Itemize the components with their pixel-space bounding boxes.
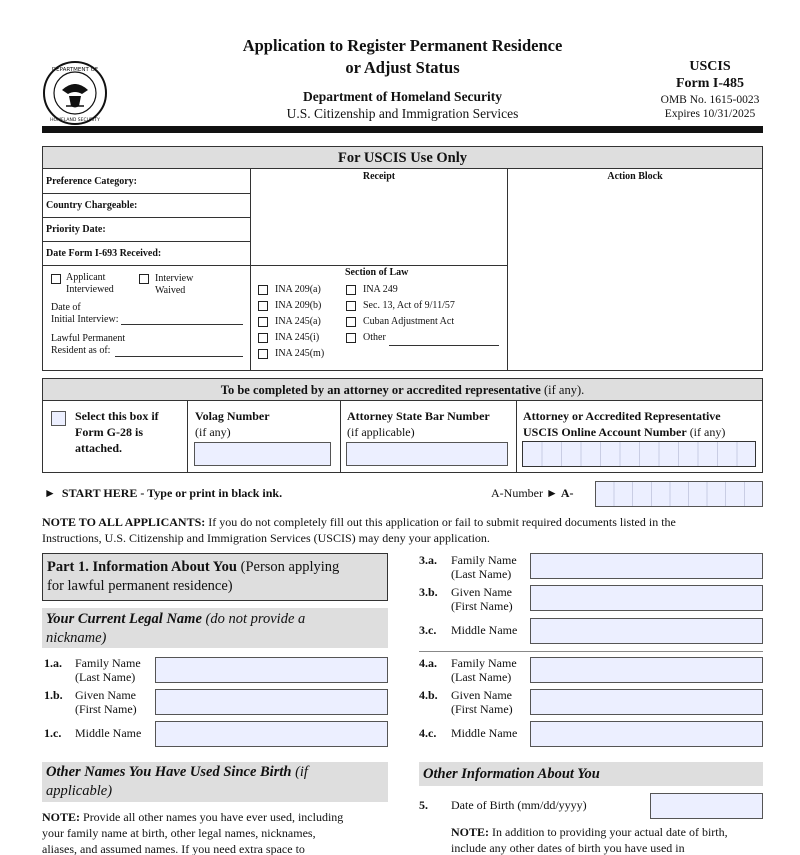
cuban-adjustment-checkbox[interactable]	[346, 317, 356, 327]
q1c-label: Middle Name	[75, 726, 142, 740]
other-law-checkbox[interactable]	[346, 333, 356, 343]
ina-209a-label: INA 209(a)	[275, 284, 321, 295]
date-initial-interview-label: Date of Initial Interview:	[51, 302, 119, 325]
other-given-name-input-1[interactable]	[530, 585, 763, 611]
dhs-seal	[42, 60, 108, 126]
uscis-label: USCIS	[689, 59, 731, 74]
action-block-label: Action Block	[607, 171, 663, 182]
other-family-name-input-2[interactable]	[530, 657, 763, 683]
other-given-name-input-2[interactable]	[530, 689, 763, 715]
date-of-birth-input[interactable]	[650, 793, 763, 819]
given-name-input[interactable]	[155, 689, 388, 715]
ina-245a-checkbox[interactable]	[258, 317, 268, 327]
ina-245a-label: INA 245(a)	[275, 316, 321, 327]
other-names-note: NOTE: Provide all other names you have ever used, including your family name at birth, other legal names, nicknames, aliases, and assumed names. If you need extra space to	[42, 810, 344, 855]
volag-label: Volag Number (if any)	[195, 409, 270, 439]
part1-header: Part 1. Information About You (Person applying for lawful permanent residence)	[42, 553, 388, 601]
sec-13-label: Sec. 13, Act of 9/11/57	[363, 300, 455, 311]
note-to-applicants: NOTE TO ALL APPLICANTS: If you do not completely fill out this application or fail to submit required documents listed in the Instructions, U.S. Citizenship and Immigration Services (USCIS) may deny your application.	[42, 515, 676, 545]
q4a-number: 4.a.	[419, 656, 437, 670]
sec-13-checkbox[interactable]	[346, 301, 356, 311]
q3a-label: Family Name (Last Name)	[451, 553, 517, 581]
q3a-number: 3.a.	[419, 553, 437, 567]
a-number-input[interactable]	[595, 481, 763, 507]
receipt-label: Receipt	[362, 171, 396, 182]
section-of-law-label: Section of Law	[345, 267, 409, 278]
applicant-interviewed-checkbox[interactable]	[51, 274, 61, 284]
other-law-label: Other	[363, 332, 386, 343]
q4a-label: Family Name (Last Name)	[451, 656, 517, 684]
ina-245m-checkbox[interactable]	[258, 349, 268, 359]
lpr-as-of-label: Lawful Permanent Resident as of:	[51, 333, 126, 356]
priority-date-label: Priority Date:	[46, 224, 106, 235]
ina-249-label: INA 249	[363, 284, 398, 295]
legal-name-header: Your Current Legal Name (do not provide a nickname)	[42, 608, 388, 648]
other-info-header: Other Information About You	[419, 762, 763, 786]
country-chargeable-label: Country Chargeable:	[46, 200, 138, 211]
q4b-number: 4.b.	[419, 688, 438, 702]
q5-label: Date of Birth (mm/dd/yyyy)	[451, 798, 587, 812]
lpr-as-of-line[interactable]	[115, 356, 243, 357]
q3b-number: 3.b.	[419, 585, 438, 599]
q3c-label: Middle Name	[451, 623, 518, 637]
form-number: Form I-485	[675, 76, 745, 91]
ina-209b-label: INA 209(b)	[275, 300, 322, 311]
online-account-input[interactable]	[522, 441, 756, 467]
g28-label: Select this box if Form G-28 is attached.	[75, 409, 159, 455]
q1a-number: 1.a.	[44, 656, 62, 670]
ina-245i-label: INA 245(i)	[275, 332, 320, 343]
q4b-label: Given Name (First Name)	[451, 688, 513, 716]
interview-waived-label: Interview Waived	[155, 273, 194, 296]
department-name: Department of Homeland Security	[302, 89, 503, 104]
q1b-number: 1.b.	[44, 688, 63, 702]
bar-number-input[interactable]	[346, 442, 508, 466]
triangle-right-icon: ►	[44, 486, 56, 500]
q4c-label: Middle Name	[451, 726, 518, 740]
triangle-right-icon: ►	[545, 486, 558, 500]
other-family-name-input-1[interactable]	[530, 553, 763, 579]
other-names-header: Other Names You Have Used Since Birth (if applicable)	[42, 762, 388, 802]
other-middle-name-input-2[interactable]	[530, 721, 763, 747]
q1a-label: Family Name (Last Name)	[75, 656, 141, 684]
ina-245i-checkbox[interactable]	[258, 333, 268, 343]
q5-number: 5.	[419, 798, 428, 812]
agency-name: U.S. Citizenship and Immigration Services	[286, 106, 519, 121]
volag-number-input[interactable]	[194, 442, 331, 466]
q3c-number: 3.c.	[419, 623, 437, 637]
g28-checkbox[interactable]	[51, 411, 66, 426]
dob-note: NOTE: In addition to providing your actual date of birth, include any other dates of birth you have used in	[451, 825, 728, 855]
ina-245m-label: INA 245(m)	[275, 348, 325, 359]
svg-text:HOMELAND SECURITY: HOMELAND SECURITY	[50, 118, 100, 123]
middle-name-input[interactable]	[155, 721, 388, 747]
form-title-line2: or Adjust Status	[345, 58, 460, 77]
cuban-adjustment-label: Cuban Adjustment Act	[363, 316, 455, 327]
q3b-label: Given Name (First Name)	[451, 585, 513, 613]
preference-category-label: Preference Category:	[46, 176, 137, 187]
date-i693-label: Date Form I-693 Received:	[46, 248, 162, 259]
attorney-header: To be completed by an attorney or accredited representative (if any).	[43, 379, 762, 401]
ina-209a-checkbox[interactable]	[258, 285, 268, 295]
ina-209b-checkbox[interactable]	[258, 301, 268, 311]
q4c-number: 4.c.	[419, 726, 437, 740]
uscis-use-header: For USCIS Use Only	[43, 147, 762, 169]
other-middle-name-input-1[interactable]	[530, 618, 763, 644]
name-group-divider	[419, 651, 763, 652]
expiration-date: Expires 10/31/2025	[664, 108, 756, 120]
applicant-interviewed-label: Applicant Interviewed	[66, 272, 114, 295]
header-rule	[42, 126, 763, 133]
date-initial-interview-line[interactable]	[121, 324, 243, 325]
online-account-label: Attorney or Accredited Representative USCIS Online Account Number (if any)	[523, 409, 726, 439]
form-title-line1: Application to Register Permanent Residence	[242, 36, 563, 55]
svg-text:DEPARTMENT OF: DEPARTMENT OF	[51, 67, 99, 73]
ina-249-checkbox[interactable]	[346, 285, 356, 295]
dhs-seal-icon	[42, 60, 108, 126]
start-here: ► START HERE - Type or print in black ink.	[44, 486, 283, 500]
family-name-input[interactable]	[155, 657, 388, 683]
omb-number: OMB No. 1615-0023	[660, 94, 760, 106]
bar-number-label: Attorney State Bar Number (if applicable)	[347, 409, 490, 439]
interview-waived-checkbox[interactable]	[139, 274, 149, 284]
a-number-label: A-Number ► A-	[491, 486, 574, 500]
q1b-label: Given Name (First Name)	[75, 688, 137, 716]
other-law-line[interactable]	[389, 345, 499, 346]
q1c-number: 1.c.	[44, 726, 62, 740]
